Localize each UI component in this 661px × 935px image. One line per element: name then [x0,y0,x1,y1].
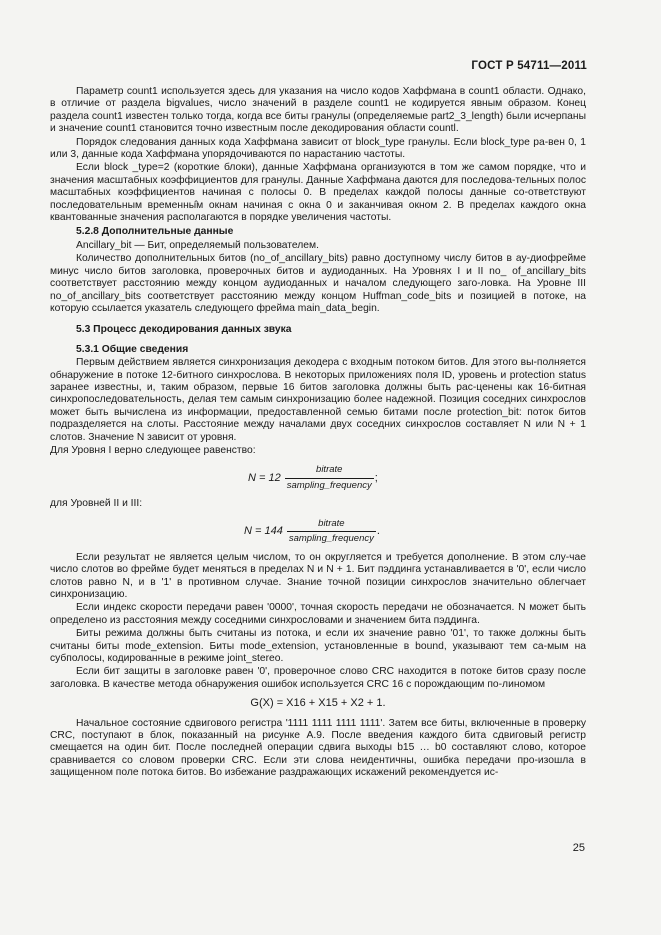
paragraph-mode-bits: Биты режима должны быть считаны из потока, и если их значение равно '01', то также должны быть считаны биты mode_extension. Биты mode_extension, установленные в bound, указывают тем са-мым на субполосы, кодированные в режиме joint_stereo. [50,628,586,665]
formula-level2-numerator: bitrate [318,517,345,529]
formula-level2 [50,512,586,552]
formula-level1-fraction [285,464,374,492]
paragraph-padding: Если результат не является целым числом, то он округляется и требуется дополнение. В этом слу-чае число слотов во фрейме будет меняться в пределах N и N + 1. Бит пэддинга устанавливается в '0', если число слотов равно N, и в '1' в противном случае. Знание точной позиции синхрослов значительно облегчает синхронизацию. [50,551,586,600]
page-number: 25 [572,842,585,854]
formula-level1-numerator: bitrate [316,464,343,476]
formula-level2-lhs: N = 144 [244,525,283,538]
standard-header: ГОСТ Р 54711—2011 [471,60,587,72]
paragraph-shift-register: Начальное состояние сдвигового регистра '1111 1111 1111 1111'. Затем все биты, включенные в проверку CRC, поступают в блок, показанный на рисунке А.9. После введения каждого бита сдвиговый регистр смещается на один бит. После последней операции сдвига выходы b15 … b0 составляют слово, которое сравнивается со словом проверки CRC. Если эти слова неидентичны, ошибка передачи про-изошла в защищенном поле потока битов. Во избежание раздражающих искажений рекомендуется ис- [50,717,586,779]
formula-level1-lhs: N = 12 [248,472,281,485]
formula-level1-tail: ; [374,472,378,485]
section-heading-5-3: 5.3 Процесс декодирования данных звука [76,324,292,336]
formula-level2-denominator: sampling_frequency [288,533,374,545]
paragraph-count1: Параметр count1 используется здесь для указания на число кодов Хаффмана в count1 области. Однако, в отличие от раздела bigvalues, число значений в разделе count1 не кодируется явным образом. Конец раздела count1 известен только тогда, когда все биты гранулы (определяемые part2_3_length) были исчерпаны и значение count1 становится точно известным после декодирования области countl. [50,86,586,135]
paragraph-short-blocks: Если block _type=2 (короткие блоки), данные Хаффмана организуются в том же самом порядке, что и значения масштабных коэффициентов для гранулы. Данные Хаффмана даются для последова-тельных полос масштабных коэффициентов начиная с полосы 0. В пределах каждой полосы данные со-ответствуют последовательным временны̂м окнам начиная с окна 0 и заканчивая окном 2. В пределах каждого окна квантованные значения располагаются в порядке увеличения частоты. [50,162,586,224]
formula-level1-denominator: sampling_frequency [286,479,372,491]
paragraph-level1-intro: Для Уровня I верно следующее равенство: [50,444,256,456]
paragraph-level2-intro: для Уровней II и III: [50,498,143,510]
formula-level2-fraction [287,518,376,546]
section-heading-5-3-1: 5.3.1 Общие сведения [76,343,189,355]
formula-level2-tail: . [376,525,380,538]
paragraph-sync: Первым действием является синхронизация декодера с входным потоком битов. Для этого вы-полняется обнаружение в потоке 12-битного синхрослова. В некоторых приложениях поля ID, уровень и protection status заранее известны, и, таким образом, первые 16 битов заголовка должны быть рас-ценены как 16-битная синхропоследовательность, делая тем самым синхронизацию более надежной. Позиция соседних синхрослов может быть вычислена из информации, предоставленной семью битами после protection_bit: поток битов подразделяется на слоты. Расстояние между началами двух соседних синхрослов составляет N или N + 1 слотов. Значение N зависит от уровня. [50,357,586,443]
paragraph-crc: Если бит защиты в заголовке равен '0', проверочное слово CRC находится в потоке битов сразу после заголовка. В качестве метода обнаружения ошибок используется CRC 16 с порождающим по-линомом [50,666,586,690]
formula-crc-polynomial: G(X) = X16 + X15 + X2 + 1. [250,697,386,710]
paragraph-huffman-order: Порядок следования данных кода Хаффмана зависит от block_type гранулы. Если block_type ра-вен 0, 1 или 3, данные кода Хаффмана упорядочиваются по нарастанию частоты. [50,136,586,161]
formula-level1 [50,458,586,498]
paragraph-ancillary-bit: Ancillary_bit — Бит, определяемый пользователем. [76,239,319,251]
paragraph-ancillary-count: Количество дополнительных битов (no_of_ancillary_bits) равно доступному числу битов в ау-диофрейме минус число битов заголовка, проверочных битов и аудиоданных. На Уровнях I и II no_ of_ancillary_bits соответствует расстоянию между концом аудиоданных и началом следующего заго-ловка. На Уровне III no_of_ancillary_bits соответствует расстоянию между концом Huffman_code_bits и позицией в потоке, на которую ссылается указатель следующего фрейма main_data_begin. [50,253,586,314]
section-heading-5-2-8: 5.2.8 Дополнительные данные [76,226,234,238]
paragraph-bitrate-index: Если индекс скорости передачи равен '0000', точная скорость передачи не обозначается. N может быть определено из расстояния между соседними синхрословами и значением бита пэддинга. [50,602,586,626]
page-body [50,86,586,781]
